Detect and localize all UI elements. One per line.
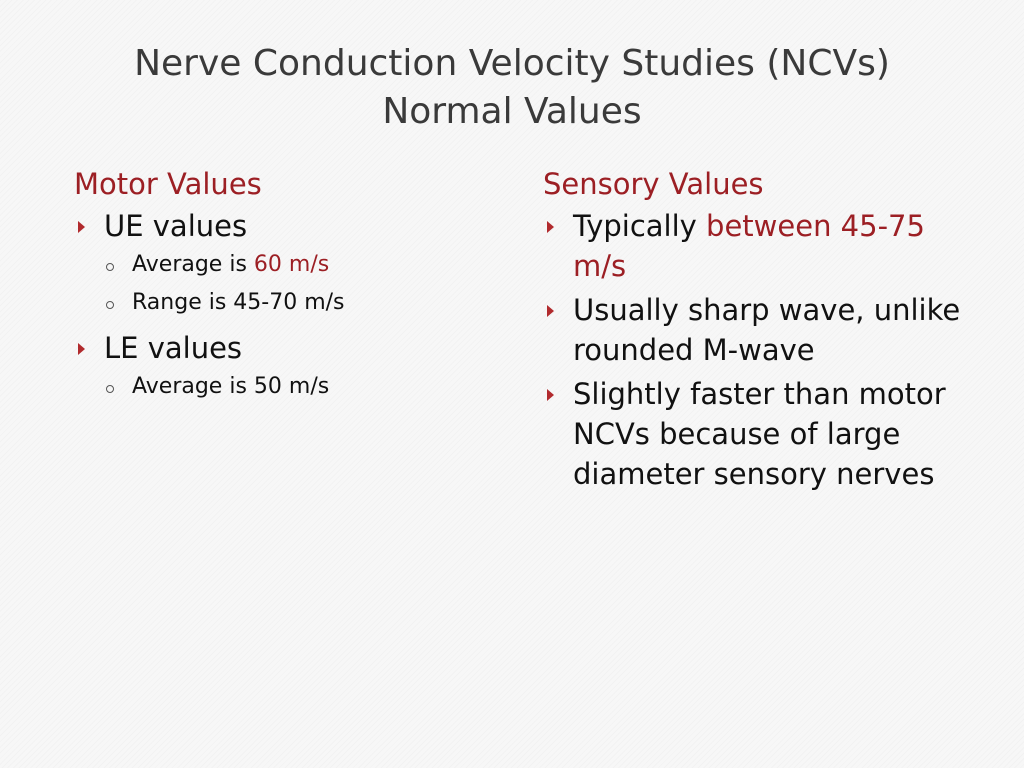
sensory-typical-range: between 45-75 m/s [573,209,925,283]
sensory-values-heading: Sensory Values [543,167,764,201]
sensory-values-column [543,164,983,498]
sensory-typical-prefix: Typically [573,209,707,243]
title-line-1: Nerve Conduction Velocity Studies (NCVs) [134,43,890,84]
sensory-wave-text: Usually sharp wave, unlike rounded M-wave [573,293,961,367]
slide-title [60,40,964,136]
ue-average-item [74,246,494,284]
ue-values-group [74,206,494,322]
arrow-bullet-icon [78,221,85,233]
sensory-bullet-faster [543,374,983,494]
title-line-2: Normal Values [382,91,642,132]
motor-values-heading: Motor Values [74,167,262,201]
ue-range-item [74,284,494,322]
ue-average-value: 60 m/s [253,252,330,277]
sensory-bullet-typical [543,206,983,286]
sensory-bullet-wave [543,290,983,370]
ring-bullet-icon [106,385,114,393]
arrow-bullet-icon [547,389,554,401]
sensory-faster-text: Slightly faster than motor NCVs because of large diameter sensory nerves [573,377,946,491]
ring-bullet-icon [106,301,114,309]
ue-average-prefix: Average is [132,252,254,277]
le-average-text: Average is 50 m/s [132,374,330,399]
arrow-bullet-icon [547,305,554,317]
arrow-bullet-icon [78,343,85,355]
le-values-group [74,328,494,406]
le-average-item [74,368,494,406]
le-values-label: LE values [104,331,243,365]
arrow-bullet-icon [547,221,554,233]
ue-values-label: UE values [104,209,248,243]
ue-range-text: Range is 45-70 m/s [132,290,345,315]
le-values-bullet [74,328,494,368]
ue-values-bullet [74,206,494,246]
ring-bullet-icon [106,263,114,271]
motor-values-column [74,164,494,412]
